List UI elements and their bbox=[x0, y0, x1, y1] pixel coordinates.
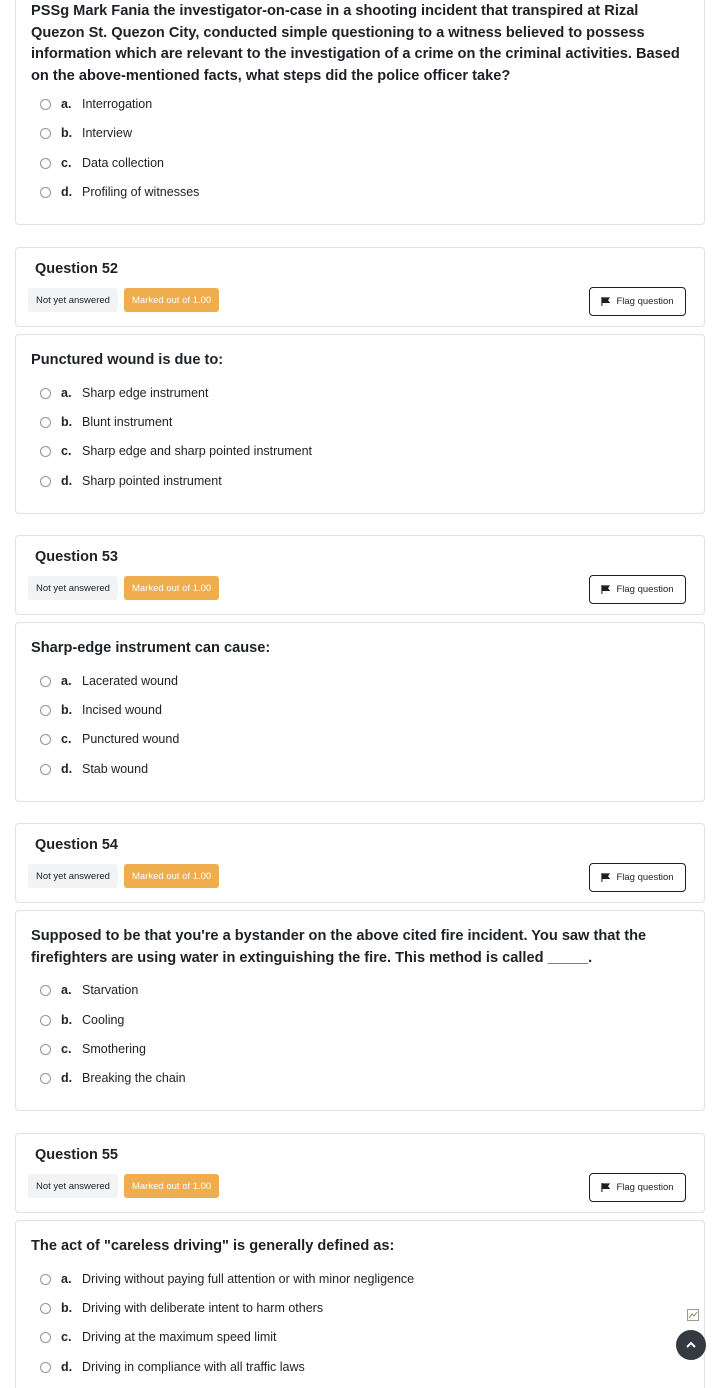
option-letter: d. bbox=[61, 762, 73, 776]
status-badge: Not yet answered bbox=[28, 864, 118, 888]
option-letter: a. bbox=[61, 386, 72, 400]
question-51-option-c[interactable] bbox=[40, 153, 164, 173]
question-51-option-d[interactable] bbox=[40, 182, 199, 202]
radio-button[interactable] bbox=[40, 734, 51, 745]
question-54-text: Supposed to be that you're a bystander on the above cited fire incident. You saw that the firefighters are using water in extinguishing the fire. This method is called _____. bbox=[31, 928, 647, 966]
question-54-option-c[interactable] bbox=[40, 1039, 146, 1059]
radio-button[interactable] bbox=[40, 476, 51, 487]
question-55-content bbox=[15, 1220, 705, 1388]
question-53-content bbox=[15, 622, 705, 802]
question-55-text: The act of "careless driving" is generally defined as: bbox=[31, 1238, 395, 1254]
question-53-text: Sharp-edge instrument can cause: bbox=[31, 640, 271, 656]
broken-image-icon bbox=[687, 1309, 699, 1321]
option-label: Starvation bbox=[82, 983, 139, 997]
chevron-up-icon bbox=[685, 1339, 697, 1351]
question-52-text: Punctured wound is due to: bbox=[31, 352, 224, 368]
radio-button[interactable] bbox=[40, 1303, 51, 1314]
question-52-option-a[interactable] bbox=[40, 383, 208, 403]
question-51-content bbox=[15, 0, 705, 225]
question-number: Question 55 bbox=[35, 1147, 118, 1163]
status-badge: Not yet answered bbox=[28, 288, 118, 312]
option-label: Incised wound bbox=[82, 703, 162, 717]
option-label: Driving without paying full attention or with minor negligence bbox=[82, 1272, 415, 1286]
question-52-info bbox=[15, 247, 705, 327]
radio-button[interactable] bbox=[40, 1332, 51, 1343]
radio-button[interactable] bbox=[40, 388, 51, 399]
option-letter: b. bbox=[61, 415, 73, 429]
radio-button[interactable] bbox=[40, 705, 51, 716]
option-letter: d. bbox=[61, 1071, 73, 1085]
question-52-content bbox=[15, 334, 705, 514]
flag-icon bbox=[601, 585, 610, 594]
radio-button[interactable] bbox=[40, 1362, 51, 1373]
question-54-content bbox=[15, 910, 705, 1111]
back-to-top-button[interactable] bbox=[676, 1330, 706, 1360]
flag-question-button[interactable] bbox=[589, 287, 686, 316]
radio-button[interactable] bbox=[40, 1073, 51, 1084]
option-letter: d. bbox=[61, 1360, 73, 1374]
option-letter: c. bbox=[61, 732, 72, 746]
question-55-info bbox=[15, 1133, 705, 1213]
question-52-option-c[interactable] bbox=[40, 441, 312, 461]
option-label: Driving with deliberate intent to harm others bbox=[82, 1301, 324, 1315]
question-55-option-b[interactable] bbox=[40, 1298, 323, 1318]
option-label: Sharp pointed instrument bbox=[82, 474, 222, 488]
question-53-option-c[interactable] bbox=[40, 729, 179, 749]
option-label: Data collection bbox=[82, 156, 164, 170]
question-51-option-b[interactable] bbox=[40, 123, 132, 143]
flag-icon bbox=[601, 873, 610, 882]
option-label: Cooling bbox=[82, 1013, 125, 1027]
radio-button[interactable] bbox=[40, 128, 51, 139]
option-letter: a. bbox=[61, 97, 72, 111]
status-badge: Not yet answered bbox=[28, 1174, 118, 1198]
radio-button[interactable] bbox=[40, 676, 51, 687]
radio-button[interactable] bbox=[40, 446, 51, 457]
option-label: Smothering bbox=[82, 1042, 146, 1056]
question-53-option-d[interactable] bbox=[40, 759, 148, 779]
question-number: Question 53 bbox=[35, 549, 118, 565]
flag-question-label: Flag question bbox=[616, 1182, 674, 1193]
radio-button[interactable] bbox=[40, 417, 51, 428]
flag-question-button[interactable] bbox=[589, 1173, 686, 1202]
option-label: Sharp edge and sharp pointed instrument bbox=[82, 444, 313, 458]
question-53-option-b[interactable] bbox=[40, 700, 162, 720]
question-54-option-d[interactable] bbox=[40, 1068, 186, 1088]
flag-question-button[interactable] bbox=[589, 575, 686, 604]
option-label: Interview bbox=[82, 126, 133, 140]
question-54-info bbox=[15, 823, 705, 903]
flag-question-label: Flag question bbox=[616, 872, 674, 883]
option-label: Stab wound bbox=[82, 762, 149, 776]
question-55-option-c[interactable] bbox=[40, 1327, 277, 1347]
flag-question-label: Flag question bbox=[616, 584, 674, 595]
option-letter: d. bbox=[61, 185, 73, 199]
flag-question-label: Flag question bbox=[616, 296, 674, 307]
option-label: Punctured wound bbox=[82, 732, 180, 746]
question-52-option-b[interactable] bbox=[40, 412, 172, 432]
option-letter: a. bbox=[61, 1272, 72, 1286]
question-51-option-a[interactable] bbox=[40, 94, 152, 114]
question-number: Question 52 bbox=[35, 261, 118, 277]
radio-button[interactable] bbox=[40, 1274, 51, 1285]
option-letter: c. bbox=[61, 1042, 72, 1056]
radio-button[interactable] bbox=[40, 985, 51, 996]
question-55-option-d[interactable] bbox=[40, 1357, 305, 1377]
question-55-option-a[interactable] bbox=[40, 1269, 414, 1289]
option-label: Driving in compliance with all traffic laws bbox=[82, 1360, 305, 1374]
option-letter: d. bbox=[61, 474, 73, 488]
question-51-text: PSSg Mark Fania the investigator-on-case in a shooting incident that transpired at Rizal Quezon St. Quezon City, conducted simple questioning to a witness believed to possess information which are relevant to the investigation of a crime on the criminal activities. Based on the above-mentioned facts, what steps did the police officer take? bbox=[31, 3, 680, 84]
option-letter: a. bbox=[61, 674, 72, 688]
marks-badge: Marked out of 1.00 bbox=[124, 288, 219, 312]
option-letter: b. bbox=[61, 1301, 73, 1315]
radio-button[interactable] bbox=[40, 187, 51, 198]
flag-icon bbox=[601, 297, 610, 306]
question-54-option-a[interactable] bbox=[40, 980, 138, 1000]
status-badge: Not yet answered bbox=[28, 576, 118, 600]
option-label: Lacerated wound bbox=[82, 674, 178, 688]
question-54-option-b[interactable] bbox=[40, 1010, 124, 1030]
option-letter: b. bbox=[61, 703, 73, 717]
radio-button[interactable] bbox=[40, 99, 51, 110]
flag-question-button[interactable] bbox=[589, 863, 686, 892]
option-label: Driving at the maximum speed limit bbox=[82, 1330, 277, 1344]
option-label: Interrogation bbox=[82, 97, 153, 111]
flag-icon bbox=[601, 1183, 610, 1192]
marks-badge: Marked out of 1.00 bbox=[124, 1174, 219, 1198]
radio-button[interactable] bbox=[40, 1015, 51, 1026]
question-53-info bbox=[15, 535, 705, 615]
option-letter: c. bbox=[61, 1330, 72, 1344]
question-53-option-a[interactable] bbox=[40, 671, 178, 691]
option-label: Blunt instrument bbox=[82, 415, 173, 429]
option-letter: b. bbox=[61, 126, 73, 140]
question-52-option-d[interactable] bbox=[40, 471, 222, 491]
option-letter: c. bbox=[61, 444, 72, 458]
radio-button[interactable] bbox=[40, 764, 51, 775]
radio-button[interactable] bbox=[40, 1044, 51, 1055]
radio-button[interactable] bbox=[40, 158, 51, 169]
marks-badge: Marked out of 1.00 bbox=[124, 864, 219, 888]
option-label: Profiling of witnesses bbox=[82, 185, 200, 199]
option-label: Breaking the chain bbox=[82, 1071, 186, 1085]
marks-badge: Marked out of 1.00 bbox=[124, 576, 219, 600]
option-letter: c. bbox=[61, 156, 72, 170]
option-letter: a. bbox=[61, 983, 72, 997]
option-label: Sharp edge instrument bbox=[82, 386, 209, 400]
question-number: Question 54 bbox=[35, 837, 118, 853]
option-letter: b. bbox=[61, 1013, 73, 1027]
